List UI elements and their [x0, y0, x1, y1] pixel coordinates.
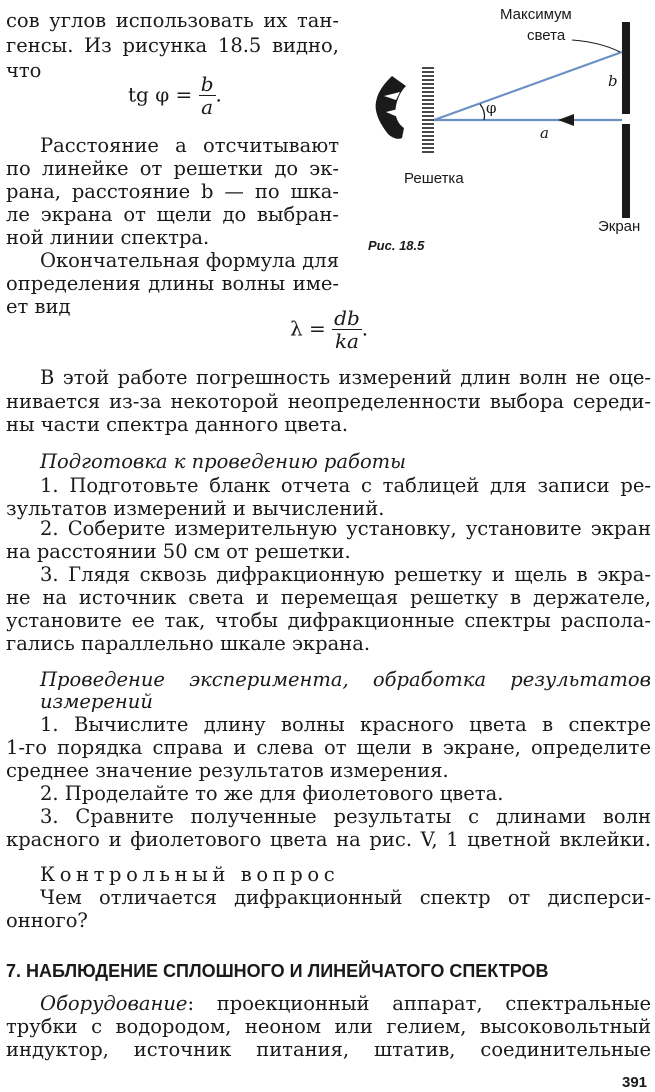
distance-line-3: рана, расстояние b — по шка- — [6, 180, 339, 203]
section-7-line-2: трубки с водородом, неоном или гелием, высоковольтный — [6, 1015, 651, 1038]
formula-wavelength-denominator: ka — [334, 329, 359, 353]
prep-line-2: зультатов измерений и вычислений. — [6, 497, 385, 520]
experiment-line-1: 1. Вычислите длину волны красного цвета в спектре — [40, 713, 651, 736]
section-7-line-1 — [40, 992, 651, 1015]
figure-label-phi: φ — [486, 99, 497, 117]
prep-line-7: установите ее так, чтобы дифракционные спектры распола- — [6, 609, 651, 632]
formula-tangent-period: . — [215, 82, 222, 107]
prep-line-6: не на источник света и перемещая решетку в держателе, — [6, 586, 651, 609]
experiment-line-5: 3. Сравните полученные результаты с длинами волн — [40, 805, 651, 828]
ray-to-maximum — [434, 52, 622, 120]
intro-line-2: генсы. Из рисунка 18.5 видно, — [6, 34, 339, 57]
formula-wavelength-lhs: λ = — [290, 316, 326, 341]
intro-line-1: сов углов использовать их тан- — [6, 9, 339, 32]
distance-line-2: по линейке от решетки до эк- — [6, 157, 339, 180]
prep-line-4: на расстоянии 50 см от решетки. — [6, 540, 351, 563]
figure-label-b: b — [608, 72, 618, 90]
page-number: 391 — [622, 1074, 648, 1091]
figure-label-a: a — [540, 124, 549, 142]
formula-wavelength-period: . — [361, 316, 369, 341]
ray-arrow — [558, 114, 574, 126]
distance-line-5: ной линии спектра. — [6, 226, 210, 249]
grating — [422, 68, 434, 152]
error-line-1: В этой работе погрешность измерений длин волн не оце- — [40, 366, 651, 389]
formula-wavelength-fraction — [332, 308, 362, 352]
section-7-line-3: индуктор, источник питания, штатив, соединительные — [6, 1038, 651, 1061]
error-line-3: ны части спектра данного цвета. — [6, 413, 349, 436]
angle-arc — [480, 104, 485, 120]
formula-tangent-denominator: a — [201, 95, 214, 119]
figure-label-screen: Экран — [598, 218, 641, 235]
final-line-3: ет вид — [6, 295, 71, 318]
control-title: Контрольный вопрос — [40, 863, 340, 886]
figure-caption: Рис. 18.5 — [368, 238, 425, 253]
prep-line-1: 1. Подготовьте бланк отчета с таблицей для записи ре- — [40, 474, 651, 497]
control-line-1: Чем отличается дифракционный спектр от дисперси- — [40, 886, 651, 909]
experiment-line-4: 2. Проделайте то же для фиолетового цвета. — [40, 782, 504, 805]
formula-tangent-lhs: tg φ = — [128, 82, 193, 107]
figure-label-light: света — [527, 27, 566, 44]
eye-illustration — [376, 76, 406, 139]
formula-wavelength — [290, 308, 368, 352]
distance-line-4: ле экрана от щели до выбран- — [6, 203, 339, 226]
prep-line-5: 3. Глядя сквозь дифракционную решетку и щель в экра- — [40, 563, 651, 586]
prep-line-8: гались параллельно шкале экрана. — [6, 632, 371, 655]
prep-line-3: 2. Соберите измерительную установку, установите экран — [40, 517, 651, 540]
equipment-line-1: : проекционный аппарат, спектральные — [187, 992, 651, 1015]
intro-line-3: что — [6, 59, 42, 82]
figure-label-maximum: Максимум — [500, 6, 572, 23]
screen-lower — [622, 124, 630, 218]
error-line-2: нивается из-за некоторой неопределенности выбора середи- — [6, 390, 651, 413]
control-line-2: онного? — [6, 909, 88, 932]
formula-tangent-numerator: b — [200, 72, 214, 96]
formula-wavelength-numerator: db — [334, 306, 360, 330]
distance-line-1: Расстояние a отсчитывают — [40, 134, 339, 157]
final-line-2: определения длины волны име- — [6, 272, 339, 295]
experiment-line-3: среднее значение результатов измерения. — [6, 759, 449, 782]
experiment-line-6: красного и фиолетового цвета на рис. V, 1 цветной вклейки. — [6, 828, 651, 851]
experiment-line-2: 1-го порядка справа и слева от щели в экране, определите — [6, 736, 651, 759]
experiment-title-1: Проведение эксперимента, обработка результатов — [40, 668, 651, 691]
prep-title: Подготовка к проведению работы — [40, 450, 407, 473]
final-line-1: Окончательная формула для — [40, 249, 339, 272]
screen — [622, 22, 630, 114]
figure-label-grating: Решетка — [404, 170, 464, 187]
section-7-heading: 7. НАБЛЮДЕНИЕ СПЛОШНОГО И ЛИНЕЙЧАТОГО СПЕКТРОВ — [6, 961, 549, 981]
equipment-label: Оборудование — [40, 992, 188, 1015]
experiment-title-2: измерений — [40, 690, 153, 713]
pointer-line — [572, 40, 620, 52]
